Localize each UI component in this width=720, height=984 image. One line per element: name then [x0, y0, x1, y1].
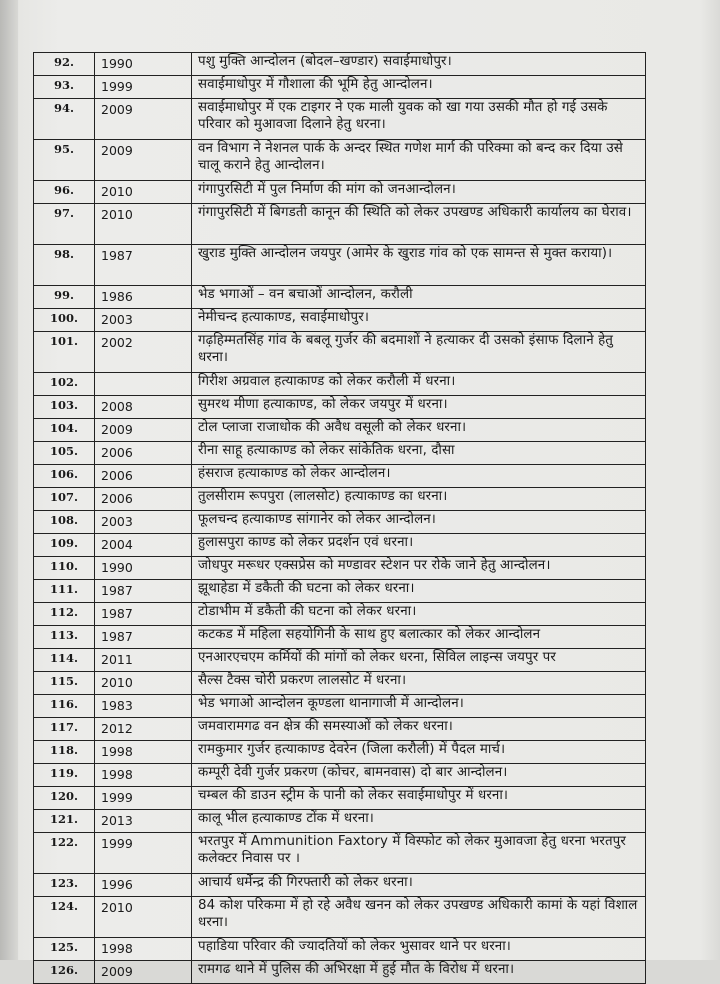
row-year-cell: 2003 [95, 511, 192, 534]
row-year-cell: 2013 [95, 810, 192, 833]
row-number-cell: 99. [34, 286, 95, 309]
row-number-cell: 92. [34, 53, 95, 76]
table-row [34, 76, 646, 99]
row-number-cell: 123. [34, 874, 95, 897]
table-row [34, 897, 646, 938]
row-year-cell: 1986 [95, 286, 192, 309]
row-description-cell: कालू भील हत्याकाण्ड टोंक में धरना। [192, 810, 646, 833]
table-row [34, 419, 646, 442]
row-year-cell: 2011 [95, 649, 192, 672]
row-year-cell: 2009 [95, 961, 192, 984]
table-row [34, 99, 646, 140]
row-description-cell: रीना साहू हत्याकाण्ड को लेकर सांकेतिक धरना, दौसा [192, 442, 646, 465]
table-row [34, 649, 646, 672]
row-number-cell: 124. [34, 897, 95, 938]
row-year-cell: 2002 [95, 332, 192, 373]
table-row [34, 718, 646, 741]
row-description-cell: वन विभाग ने नेशनल पार्क के अन्दर स्थित गणेश मार्ग की परिक्मा को बन्द कर दिया उसे चालू कराने हेतु आन्दोलन। [192, 140, 646, 181]
table-row [34, 534, 646, 557]
table-row [34, 309, 646, 332]
row-description-cell: गंगापुरसिटी में पुल निर्माण की मांग को जनआन्दोलन। [192, 181, 646, 204]
row-number-cell: 112. [34, 603, 95, 626]
row-number-cell: 122. [34, 833, 95, 874]
row-number-cell: 93. [34, 76, 95, 99]
row-year-cell: 1987 [95, 245, 192, 286]
table-row [34, 695, 646, 718]
row-number-cell: 125. [34, 938, 95, 961]
table-row [34, 557, 646, 580]
row-number-cell: 110. [34, 557, 95, 580]
row-year-cell: 2010 [95, 181, 192, 204]
table-row [34, 140, 646, 181]
row-year-cell: 1998 [95, 741, 192, 764]
table-row [34, 332, 646, 373]
row-number-cell: 111. [34, 580, 95, 603]
table-row [34, 938, 646, 961]
row-description-cell: कटकड में महिला सहयोगिनी के साथ हुए बलात्कार को लेकर आन्दोलन [192, 626, 646, 649]
row-description-cell: गंगापुरसिटी में बिगडती कानून की स्थिति को लेकर उपखण्ड अधिकारी कार्यालय का घेराव। [192, 204, 646, 245]
row-number-cell: 109. [34, 534, 95, 557]
row-year-cell: 1996 [95, 874, 192, 897]
row-number-cell: 113. [34, 626, 95, 649]
row-number-cell: 114. [34, 649, 95, 672]
row-description-cell: सुमरथ मीणा हत्याकाण्ड, को लेकर जयपुर में धरना। [192, 396, 646, 419]
row-number-cell: 105. [34, 442, 95, 465]
row-year-cell: 2004 [95, 534, 192, 557]
row-year-cell: 2006 [95, 488, 192, 511]
row-year-cell: 2003 [95, 309, 192, 332]
row-year-cell: 1987 [95, 603, 192, 626]
row-number-cell: 115. [34, 672, 95, 695]
row-year-cell: 2006 [95, 442, 192, 465]
table-row [34, 286, 646, 309]
row-description-cell: टोल प्लाजा राजाधोक की अवैध वसूली को लेकर धरना। [192, 419, 646, 442]
row-year-cell: 1990 [95, 557, 192, 580]
row-year-cell: 1987 [95, 626, 192, 649]
row-year-cell: 2010 [95, 897, 192, 938]
table-row [34, 181, 646, 204]
table-row [34, 245, 646, 286]
row-number-cell: 106. [34, 465, 95, 488]
row-description-cell: जोधपुर मरूधर एक्सप्रेस को मण्डावर स्टेशन पर रोके जाने हेतु आन्दोलन। [192, 557, 646, 580]
row-number-cell: 116. [34, 695, 95, 718]
row-description-cell: सवाईमाधोपुर में गौशाला की भूमि हेतु आन्दोलन। [192, 76, 646, 99]
row-description-cell: पहाडिया परिवार की ज्यादतियों को लेकर भुसावर थाने पर धरना। [192, 938, 646, 961]
table-row [34, 833, 646, 874]
table-row [34, 204, 646, 245]
row-number-cell: 126. [34, 961, 95, 984]
table-body [34, 53, 646, 984]
row-year-cell: 1983 [95, 695, 192, 718]
table-row [34, 488, 646, 511]
row-number-cell: 103. [34, 396, 95, 419]
row-number-cell: 119. [34, 764, 95, 787]
row-description-cell: खुराड मुक्ति आन्दोलन जयपुर (आमेर के खुराड गांव को एक सामन्त से मुक्त कराया)। [192, 245, 646, 286]
table-row [34, 603, 646, 626]
row-description-cell: रामगढ थाने में पुलिस की अभिरक्षा में हुई मौत के विरोध में धरना। [192, 961, 646, 984]
row-number-cell: 95. [34, 140, 95, 181]
row-description-cell: जमवारामगढ वन क्षेत्र की समस्याओं को लेकर धरना। [192, 718, 646, 741]
row-number-cell: 97. [34, 204, 95, 245]
row-description-cell: नेमीचन्द हत्याकाण्ड, सवाईमाधोपुर। [192, 309, 646, 332]
table-row [34, 442, 646, 465]
row-year-cell: 2006 [95, 465, 192, 488]
row-description-cell: सैल्स टैक्स चोरी प्रकरण लालसोट में धरना। [192, 672, 646, 695]
row-year-cell: 1998 [95, 938, 192, 961]
row-number-cell: 96. [34, 181, 95, 204]
row-description-cell: हंसराज हत्याकाण्ड को लेकर आन्दोलन। [192, 465, 646, 488]
row-year-cell: 1987 [95, 580, 192, 603]
table-row [34, 580, 646, 603]
row-description-cell: सवाईमाधोपुर में एक टाइगर ने एक माली युवक को खा गया उसकी मौत हो गई उसके परिवार को मुआवजा दिलाने हेतु धरना। [192, 99, 646, 140]
table-row [34, 741, 646, 764]
row-number-cell: 121. [34, 810, 95, 833]
row-number-cell: 104. [34, 419, 95, 442]
row-description-cell: गढ़हिम्मतसिंह गांव के बबलू गुर्जर की बदमाशों ने हत्याकर दी उसको इंसाफ दिलाने हेतु धरना। [192, 332, 646, 373]
row-number-cell: 118. [34, 741, 95, 764]
row-year-cell: 1998 [95, 764, 192, 787]
scan-edge-shadow [0, 0, 18, 960]
row-number-cell: 94. [34, 99, 95, 140]
row-year-cell: 2009 [95, 140, 192, 181]
row-year-cell: 2012 [95, 718, 192, 741]
table-row [34, 874, 646, 897]
row-description-cell: झूथाहेडा में डकैती की घटना को लेकर धरना। [192, 580, 646, 603]
table-row [34, 373, 646, 396]
row-number-cell: 107. [34, 488, 95, 511]
row-number-cell: 120. [34, 787, 95, 810]
row-description-cell: कम्पूरी देवी गुर्जर प्रकरण (कोचर, बामनवास) दो बार आन्दोलन। [192, 764, 646, 787]
table-row [34, 764, 646, 787]
row-year-cell: 2009 [95, 99, 192, 140]
row-year-cell: 2009 [95, 419, 192, 442]
row-description-cell: एनआरएचएम कर्मियों की मांगों को लेकर धरना, सिविल लाइन्स जयपुर पर [192, 649, 646, 672]
row-description-cell: भरतपुर में Ammunition Faxtory में विस्फोट को लेकर मुआवजा हेतु धरना भरतपुर कलेक्टर निवास पर । [192, 833, 646, 874]
row-description-cell: 84 कोश परिकमा में हो रहे अवैध खनन को लेकर उपखण्ड अधिकारी कामां के यहां विशाल धरना। [192, 897, 646, 938]
row-description-cell: पशु मुक्ति आन्दोलन (बोदल–खण्डार) सवाईमाधोपुर। [192, 53, 646, 76]
row-year-cell: 1999 [95, 787, 192, 810]
row-description-cell: भेड भगाओ आन्दोलन कूण्डला थानागाजी में आन्दोलन। [192, 695, 646, 718]
row-number-cell: 101. [34, 332, 95, 373]
table-row [34, 672, 646, 695]
row-description-cell: तुलसीराम रूपपुरा (लालसोट) हत्याकाण्ड का धरना। [192, 488, 646, 511]
table-row [34, 626, 646, 649]
row-description-cell: हुलासपुरा काण्ड को लेकर प्रदर्शन एवं धरना। [192, 534, 646, 557]
row-number-cell: 108. [34, 511, 95, 534]
row-year-cell: 2010 [95, 204, 192, 245]
row-year-cell: 2008 [95, 396, 192, 419]
row-description-cell: चम्बल की डाउन स्ट्रीम के पानी को लेकर सवाईमाधोपुर में धरना। [192, 787, 646, 810]
row-description-cell: टोडाभीम में डकैती की घटना को लेकर धरना। [192, 603, 646, 626]
movements-table [33, 52, 646, 984]
table-row [34, 396, 646, 419]
row-description-cell: भेड भगाओं – वन बचाओं आन्दोलन, करौली [192, 286, 646, 309]
row-year-cell: 1999 [95, 76, 192, 99]
row-year-cell: 1990 [95, 53, 192, 76]
row-description-cell: गिरीश अग्रवाल हत्याकाण्ड को लेकर करौली में धरना। [192, 373, 646, 396]
table-row [34, 961, 646, 984]
row-description-cell: रामकुमार गुर्जर हत्याकाण्ड देवरेन (जिला करौली) में पैदल मार्च। [192, 741, 646, 764]
row-description-cell: फूलचन्द हत्याकाण्ड सांगानेर को लेकर आन्दोलन। [192, 511, 646, 534]
row-number-cell: 98. [34, 245, 95, 286]
row-year-cell: 2010 [95, 672, 192, 695]
row-year-cell [95, 373, 192, 396]
table-row [34, 787, 646, 810]
row-number-cell: 117. [34, 718, 95, 741]
row-year-cell: 1999 [95, 833, 192, 874]
table-row [34, 53, 646, 76]
table-row [34, 465, 646, 488]
row-number-cell: 100. [34, 309, 95, 332]
row-number-cell: 102. [34, 373, 95, 396]
row-description-cell: आचार्य धर्मेन्द्र की गिरफ्तारी को लेकर धरना। [192, 874, 646, 897]
table-row [34, 810, 646, 833]
table-row [34, 511, 646, 534]
